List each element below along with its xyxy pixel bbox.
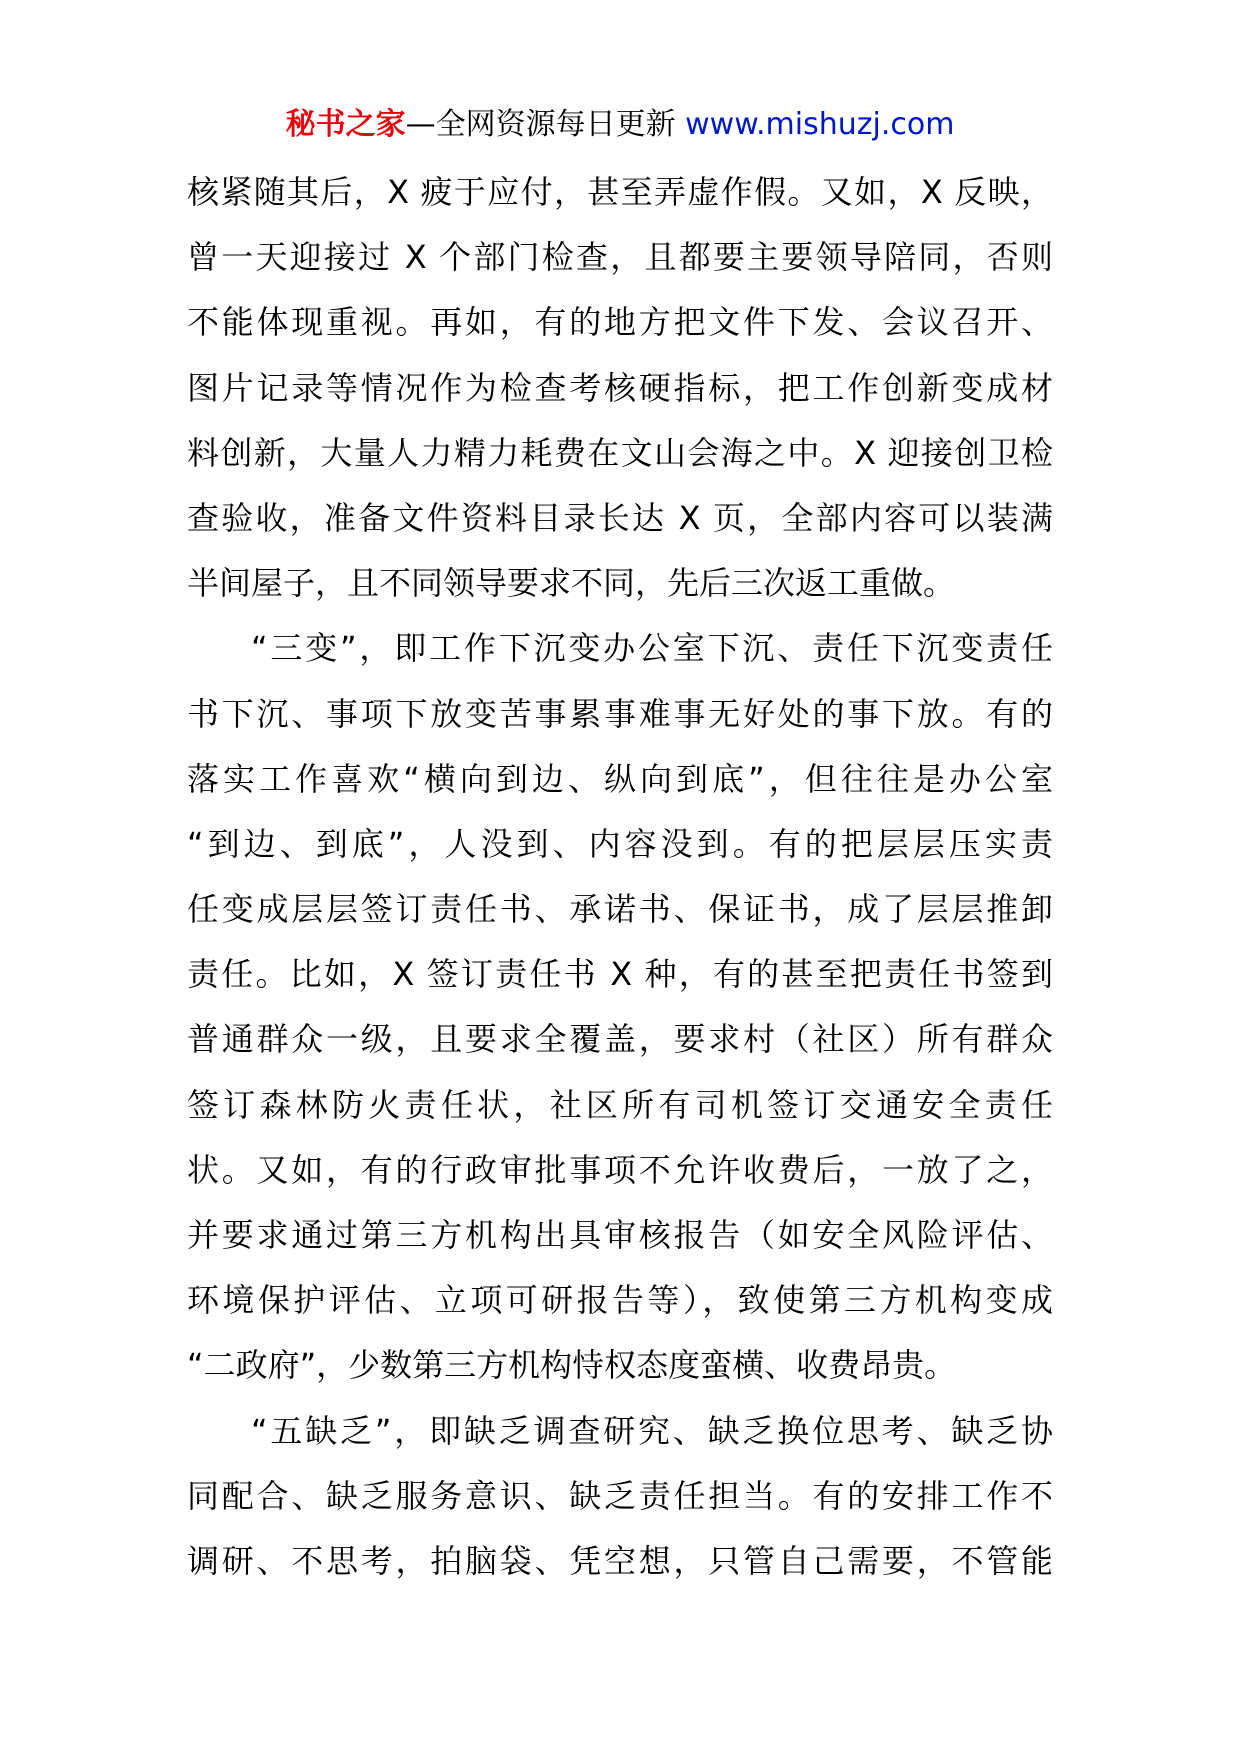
site-url-link[interactable]: www.mishuzj.com: [685, 107, 955, 142]
text-line: 并要求通过第三方机构出具审核报告（如安全风险评估、: [187, 1216, 1053, 1254]
paragraph-start-line: “三变”，即工作下沉变办公室下沉、责任下沉变责任: [251, 629, 1053, 668]
text-line: 调研、不思考，拍脑袋、凭空想，只管自己需要，不管能: [187, 1541, 1053, 1580]
text-line: 不能体现重视。再如，有的地方把文件下发、会议召开、: [187, 303, 1053, 342]
text-line: 曾一天迎接过 X 个部门检查，且都要主要领导陪同，否则: [187, 238, 1053, 277]
text-line: 图片记录等情况作为检查考核硬指标，把工作创新变成材: [187, 368, 1053, 407]
text-line: “到边、到底”，人没到、内容没到。有的把层层压实责: [187, 824, 1053, 863]
text-line: 核紧随其后，X 疲于应付，甚至弄虚作假。又如，X 反映，: [187, 173, 1053, 211]
site-header: [0, 100, 1240, 150]
text-line: 普通群众一级，且要求全覆盖，要求村（社区）所有群众: [187, 1020, 1053, 1059]
text-line: 料创新，大量人力精力耗费在文山会海之中。X 迎接创卫检: [187, 433, 1053, 472]
text-line: 半间屋子，且不同领导要求不同，先后三次返工重做。: [187, 564, 956, 603]
text-line: 任变成层层签订责任书、承诺书、保证书，成了层层推卸: [187, 890, 1053, 929]
text-line: 状。又如，有的行政审批事项不允许收费后，一放了之，: [187, 1150, 1053, 1189]
text-line: 环境保护评估、立项可研报告等），致使第三方机构变成: [187, 1281, 1053, 1320]
site-slogan: —全网资源每日更新: [405, 107, 676, 142]
text-line: 查验收，准备文件资料目录长达 X 页，全部内容可以装满: [187, 498, 1053, 537]
text-line: 责任。比如，X 签订责任书 X 种，有的甚至把责任书签到: [187, 955, 1053, 994]
text-line: 落实工作喜欢“横向到边、纵向到底”，但往往是办公室: [187, 759, 1053, 798]
text-line: 签订森林防火责任状，社区所有司机签订交通安全责任: [187, 1085, 1053, 1124]
text-line: 同配合、缺乏服务意识、缺乏责任担当。有的安排工作不: [187, 1476, 1053, 1515]
site-brand: 秘书之家: [285, 107, 406, 142]
document-body: [187, 160, 1053, 1594]
paragraph-start-line: “五缺乏”，即缺乏调查研究、缺乏换位思考、缺乏协: [251, 1411, 1053, 1450]
text-line: 书下沉、事项下放变苦事累事难事无好处的事下放。有的: [187, 694, 1053, 733]
text-line: “二政府”，少数第三方机构恃权态度蛮横、收费昂贵。: [187, 1346, 957, 1385]
